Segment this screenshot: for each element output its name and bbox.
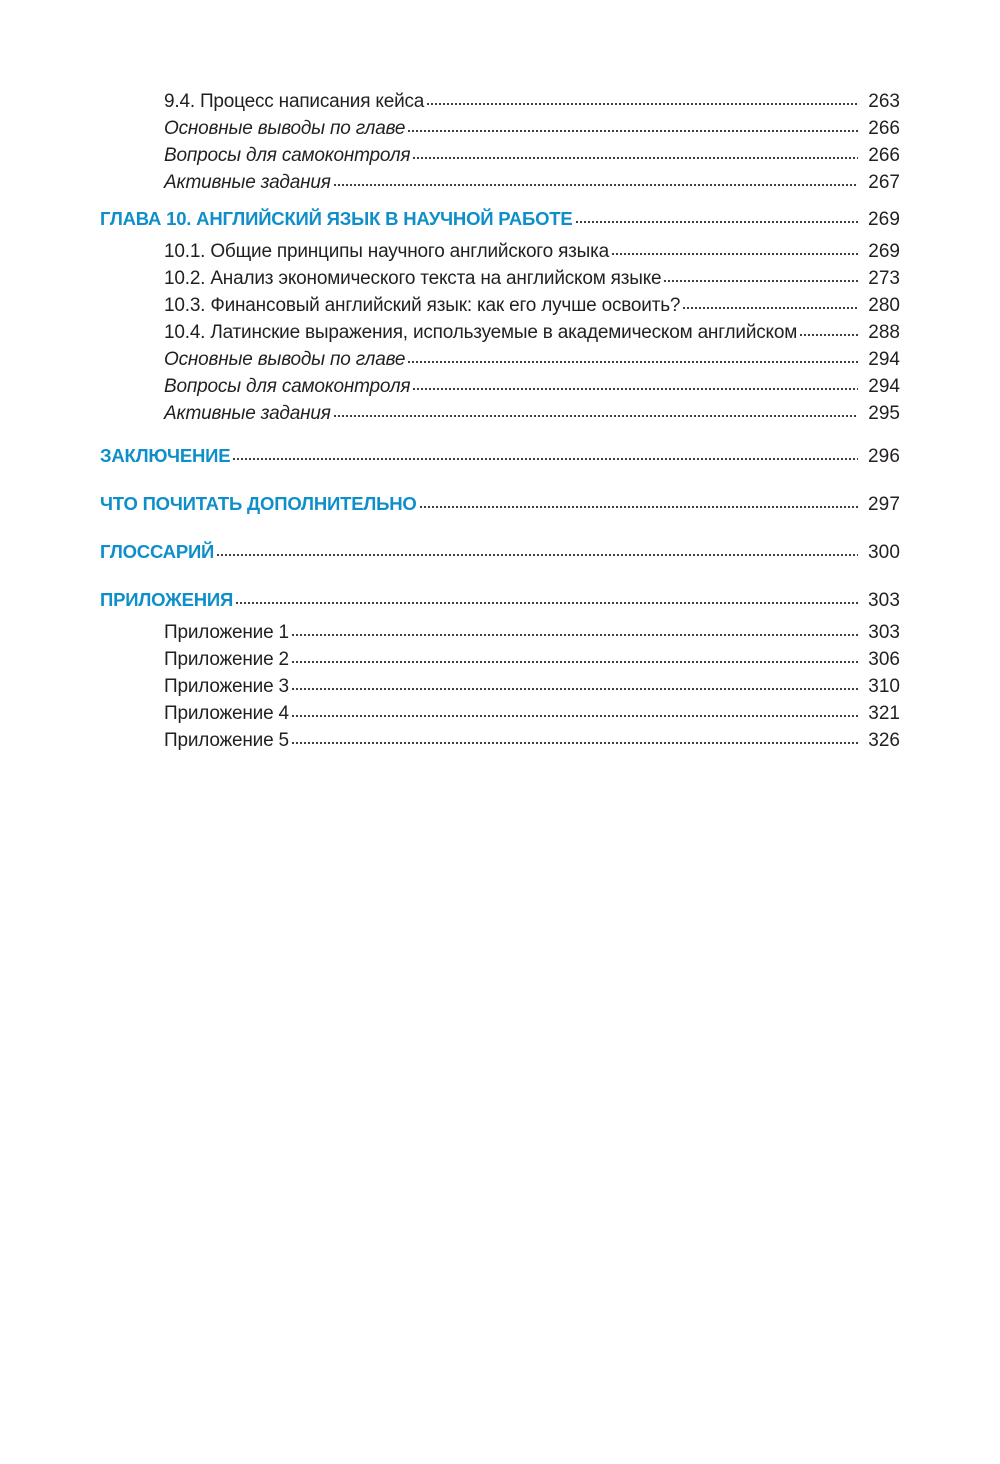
toc-entry-ch10-questions[interactable] (100, 373, 900, 400)
toc-entry-title: 10.1. Общие принципы научного английского языка (164, 241, 610, 262)
toc-appendix-3[interactable] (100, 673, 900, 700)
toc-entry-page: 263 (868, 91, 900, 112)
dot-leader (419, 505, 858, 509)
toc-entry-10-1[interactable] (100, 238, 900, 265)
dot-leader (291, 687, 858, 691)
dot-leader (426, 102, 858, 106)
toc-heading-page: 303 (867, 590, 900, 611)
dot-leader (232, 457, 858, 461)
toc-entry-10-3[interactable] (100, 292, 900, 319)
toc-entry-title: Приложение 4 (164, 703, 289, 724)
toc-appendix-4[interactable] (100, 700, 900, 727)
toc-entry-page: 294 (868, 349, 900, 370)
toc-entry-ch9-conclusions[interactable] (100, 115, 900, 142)
dot-leader (611, 252, 858, 256)
toc-entry-title: Активные задания (164, 403, 331, 424)
dot-leader (333, 414, 858, 418)
toc-entry-10-4[interactable] (100, 319, 900, 346)
toc-entry-page: 269 (868, 241, 900, 262)
toc-heading-title: ЧТО ПОЧИТАТЬ ДОПОЛНИТЕЛЬНО (100, 493, 417, 514)
toc-entry-title: Приложение 2 (164, 649, 289, 670)
dot-leader (663, 279, 858, 283)
toc-entry-page: 306 (868, 649, 900, 670)
toc-entry-page: 266 (868, 118, 900, 139)
toc-entry-page: 303 (868, 622, 900, 643)
toc-heading-title: ЗАКЛЮЧЕНИЕ (100, 445, 231, 466)
toc-heading-page: 297 (867, 494, 900, 515)
toc-appendix-5[interactable] (100, 727, 900, 754)
dot-leader (407, 129, 858, 133)
toc-further-reading[interactable] (100, 489, 900, 519)
dot-leader (291, 714, 858, 718)
toc-entry-title: 9.4. Процесс написания кейса (164, 91, 425, 112)
dot-leader (412, 156, 858, 160)
dot-leader (682, 306, 858, 310)
toc-entry-page: 288 (868, 322, 900, 343)
dot-leader (235, 601, 858, 605)
toc-heading-title: ПРИЛОЖЕНИЯ (100, 589, 234, 610)
dot-leader (291, 660, 858, 664)
dot-leader (575, 220, 858, 224)
table-of-contents (100, 88, 900, 754)
toc-entry-page: 310 (868, 676, 900, 697)
toc-entry-ch10-conclusions[interactable] (100, 346, 900, 373)
dot-leader (291, 633, 858, 637)
toc-entry-9-4[interactable] (100, 88, 900, 115)
dot-leader (412, 387, 858, 391)
toc-entry-title: 10.4. Латинские выражения, используемые в академическом английском (164, 322, 798, 343)
toc-appendix-1[interactable] (100, 619, 900, 646)
toc-entry-10-2[interactable] (100, 265, 900, 292)
toc-entry-page: 294 (868, 376, 900, 397)
toc-appendix-2[interactable] (100, 646, 900, 673)
dot-leader (799, 333, 858, 337)
toc-entry-page: 295 (868, 403, 900, 424)
toc-entry-title: Активные задания (164, 172, 331, 193)
toc-entry-title: Основные выводы по главе (164, 118, 406, 139)
toc-entry-title: 10.2. Анализ экономического текста на английском языке (164, 268, 662, 289)
dot-leader (216, 553, 858, 557)
toc-entry-page: 273 (868, 268, 900, 289)
toc-entry-title: Основные выводы по главе (164, 349, 406, 370)
toc-entry-title: Приложение 5 (164, 730, 289, 751)
toc-entry-page: 266 (868, 145, 900, 166)
toc-entry-ch9-tasks[interactable] (100, 169, 900, 196)
toc-entry-title: Вопросы для самоконтроля (164, 376, 411, 397)
toc-entry-title: 10.3. Финансовый английский язык: как его лучше освоить? (164, 295, 681, 316)
toc-entry-ch9-questions[interactable] (100, 142, 900, 169)
toc-glossary[interactable] (100, 537, 900, 567)
dot-leader (291, 741, 858, 745)
toc-heading-page: 296 (867, 446, 900, 467)
toc-chapter-10[interactable] (100, 204, 900, 234)
toc-appendices[interactable] (100, 585, 900, 615)
toc-entry-page: 280 (868, 295, 900, 316)
toc-heading-title: ГЛАВА 10. АНГЛИЙСКИЙ ЯЗЫК В НАУЧНОЙ РАБОТЕ (100, 208, 573, 229)
toc-heading-page: 300 (867, 542, 900, 563)
dot-leader (333, 183, 858, 187)
toc-entry-page: 267 (868, 172, 900, 193)
toc-heading-title: ГЛОССАРИЙ (100, 541, 215, 562)
toc-entry-title: Вопросы для самоконтроля (164, 145, 411, 166)
toc-entry-page: 326 (868, 730, 900, 751)
toc-heading-page: 269 (867, 209, 900, 230)
toc-entry-title: Приложение 1 (164, 622, 289, 643)
dot-leader (407, 360, 858, 364)
toc-conclusion[interactable] (100, 441, 900, 471)
toc-entry-title: Приложение 3 (164, 676, 289, 697)
toc-entry-page: 321 (868, 703, 900, 724)
toc-entry-ch10-tasks[interactable] (100, 400, 900, 427)
